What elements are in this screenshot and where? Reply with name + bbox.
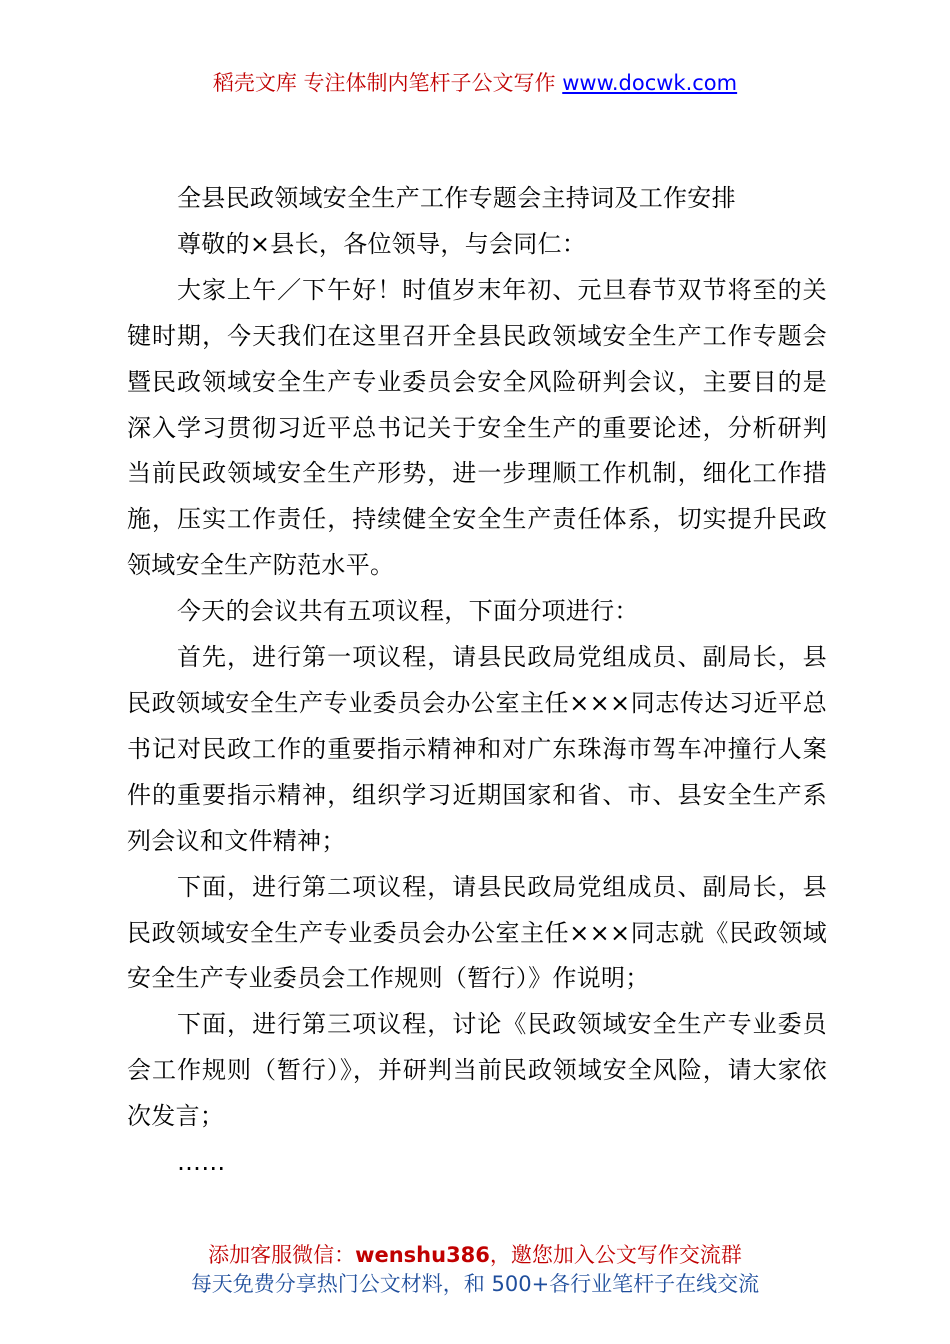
paragraph-agenda-item-2: 下面，进行第二项议程，请县民政局党组成员、副局长，县民政领域安全生产专业委员会办公室主任×××同志就《民政领域安全生产专业委员会工作规则（暂行）》作说明； xyxy=(127,872,827,993)
site-link[interactable]: www.docwk.com xyxy=(562,71,738,95)
page-header xyxy=(0,66,950,100)
wechat-id: wenshu386 xyxy=(355,1243,490,1267)
paragraph-agenda-intro: 今天的会议共有五项议程，下面分项进行： xyxy=(177,597,639,626)
paragraph-ellipsis: …… xyxy=(177,1148,226,1177)
document-title: 全县民政领域安全生产工作专题会主持词及工作安排 xyxy=(177,184,736,212)
footer-contact-prefix: 添加客服微信： xyxy=(208,1243,356,1267)
footer-contact-line xyxy=(0,1241,950,1270)
brand-slogan: 稻壳文库 专注体制内笔杆子公文写作 xyxy=(212,71,556,95)
footer-contact-suffix: ，邀您加入公文写作交流群 xyxy=(489,1243,742,1267)
page-footer xyxy=(0,1241,950,1299)
greeting: 尊敬的×县长，各位领导，与会同仁： xyxy=(177,229,587,258)
paragraph-agenda-item-3: 下面，进行第三项议程，讨论《民政领域安全生产专业委员会工作规则（暂行）》，并研判当前民政领域安全风险，请大家依次发言； xyxy=(127,1010,827,1131)
paragraph-opening: 大家上午／下午好！时值岁末年初、元旦春节双节将至的关键时期，今天我们在这里召开全县民政领域安全生产工作专题会暨民政领域安全生产专业委员会安全风险研判会议，主要目的是深入学习贯彻习近平总书记关于安全生产的重要论述，分析研判当前民政领域安全生产形势，进一步理顺工作机制，细化工作措施，压实工作责任，持续健全安全生产责任体系，切实提升民政领域安全生产防范水平。 xyxy=(127,275,827,580)
paragraph-agenda-item-1: 首先，进行第一项议程，请县民政局党组成员、副局长，县民政领域安全生产专业委员会办公室主任×××同志传达习近平总书记对民政工作的重要指示精神和对广东珠海市驾车冲撞行人案件的重要指示精神，组织学习近期国家和省、市、县安全生产系列会议和文件精神； xyxy=(127,643,827,855)
document-body xyxy=(127,176,827,1186)
footer-promo-line: 每天免费分享热门公文材料，和 500+各行业笔杆子在线交流 xyxy=(190,1272,760,1296)
